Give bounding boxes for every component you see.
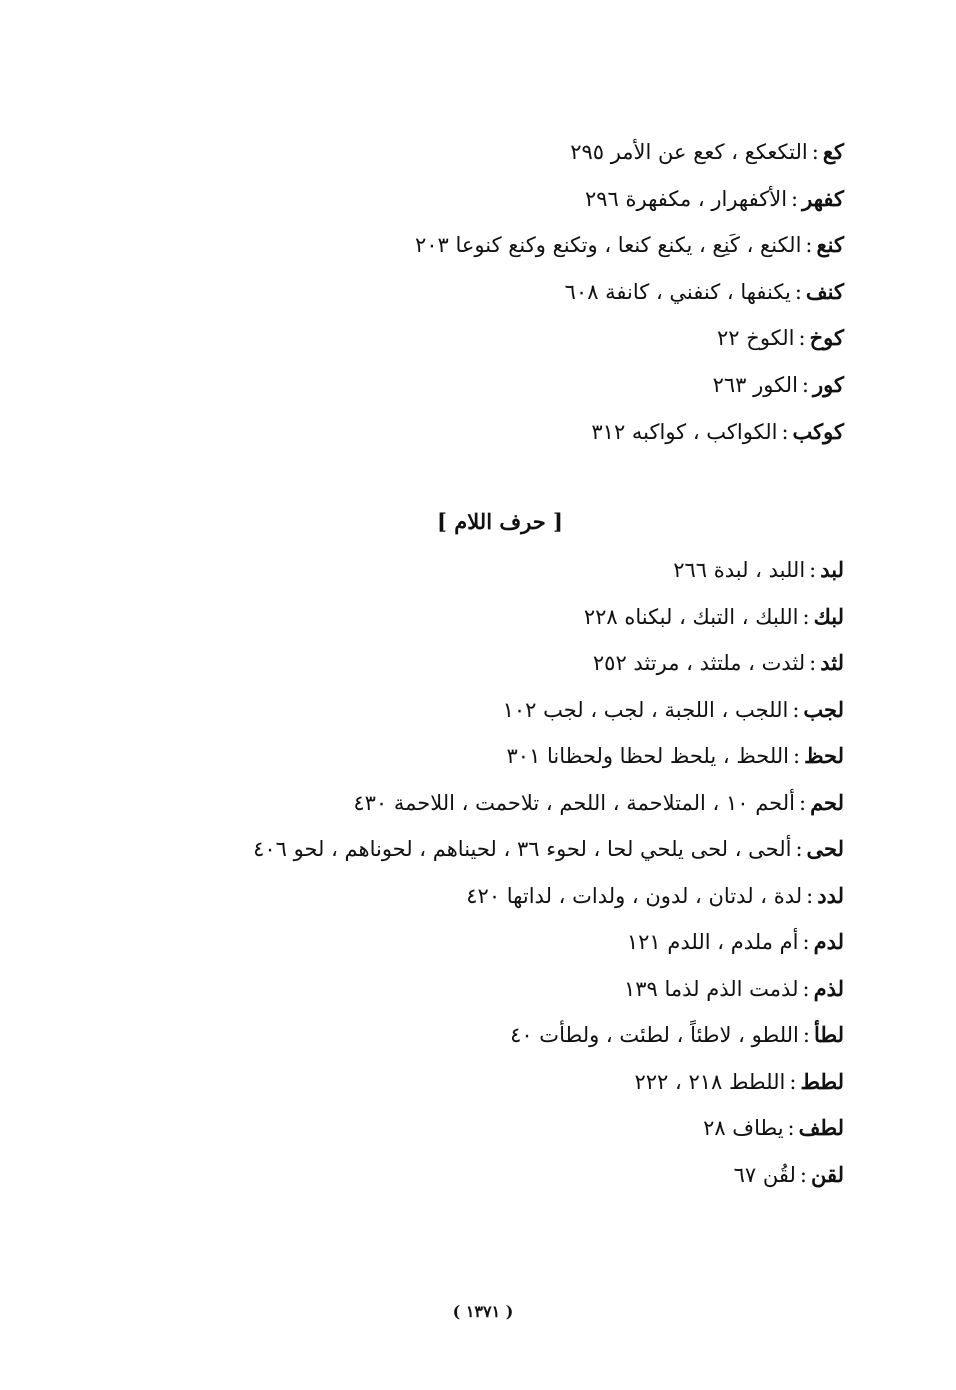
entry-root: لطأ [813, 1022, 844, 1047]
entry-root: لحظ [804, 743, 844, 768]
index-entry: كع:التكعكع ، كعع عن الأمر ٢٩٥ [570, 139, 844, 164]
index-entry: كوخ:الكوخ ٢٢ [717, 325, 844, 351]
entry-text: اللحظ ، يلحظ لحظا ولحظانا ٣٠١ [506, 744, 790, 768]
entry-text: الأكفهرار ، مكفهرة ٢٩٦ [584, 186, 788, 211]
entry-text: اللجب ، اللجبة ، لجب ، لجب ١٠٢ [502, 697, 789, 722]
entry-text: أم ملدم ، اللدم ١٢١ [626, 930, 799, 954]
entry-text: لذمت الذم لذما ١٣٩ [623, 976, 799, 1001]
entry-root: لدم [813, 929, 844, 954]
page-number [0, 1298, 956, 1326]
entry-text: لثدت ، ملتثد ، مرتثد ٢٥٢ [592, 651, 806, 675]
entry-text: اللبد ، لبدة ٢٦٦ [673, 558, 806, 582]
entry-root: لبد [820, 557, 844, 582]
index-entry: لطأ:اللطو ، لاطئاً ، لطئت ، ولطأت ٤٠ [510, 1022, 844, 1047]
index-entry: لطف:يطاف ٢٨ [703, 1115, 844, 1140]
entry-text: الكوخ ٢٢ [717, 326, 795, 351]
entry-root: لحى [806, 836, 844, 861]
entry-root: كوكب [792, 418, 844, 444]
index-entry: لقن:لقُن ٦٧ [733, 1161, 844, 1187]
entry-text: ألحم ١٠ ، المتلاحمة ، اللحم ، تلاحمت ، اللاحمة ٤٣٠ [353, 790, 795, 815]
index-entry: كنف:يكنفها ، كنفني ، كانفة ٦٠٨ [564, 278, 844, 304]
index-entry: كنع:الكنع ، كَنِع ، يكنع كنعا ، وتكنع وكنع كنوعا ٢٠٣ [414, 232, 844, 258]
entry-text: يطاف ٢٨ [703, 1116, 784, 1140]
index-entry: لبك:اللبك ، التبك ، لبكناه ٢٢٨ [583, 603, 844, 629]
entry-text: الكور ٢٦٣ [712, 372, 798, 397]
page-number-text: ( ١٣٧١ ) [452, 1302, 514, 1321]
entry-root: كع [822, 139, 844, 164]
entry-root: كور [813, 371, 844, 397]
entry-text: الكنع ، كَنِع ، يكنع كنعا ، وتكنع وكنع كنوعا ٢٠٣ [414, 233, 802, 258]
index-entry: لحم:ألحم ١٠ ، المتلاحمة ، اللحم ، تلاحمت ، اللاحمة ٤٣٠ [353, 789, 844, 815]
index-entry: كوكب:الكواكب ، كواكبه ٣١٢ [591, 418, 844, 444]
entry-root: لبك [813, 603, 844, 629]
index-entry: لبد:اللبد ، لبدة ٢٦٦ [673, 557, 844, 582]
entry-text: يكنفها ، كنفني ، كانفة ٦٠٨ [564, 279, 791, 304]
entry-root: لذم [813, 975, 844, 1001]
entry-root: لقن [810, 1161, 844, 1187]
entry-text: لقُن ٦٧ [733, 1162, 796, 1187]
index-entry: لذم:لذمت الذم لذما ١٣٩ [623, 975, 844, 1001]
entry-root: لحم [810, 789, 844, 815]
index-entry: لثد:لثدت ، ملتثد ، مرتثد ٢٥٢ [592, 650, 844, 675]
entries-kaf [204, 132, 844, 458]
index-entry: لحى:ألحى ، لحى يلحي لحا ، لحوء ٣٦ ، لحيناهم ، لحوناهم ، لحو ٤٠٦ [253, 836, 844, 861]
entries-lam [204, 550, 844, 1201]
index-entry: لطط:اللطط ٢١٨ ، ٢٢٢ [634, 1068, 844, 1094]
entry-root: كنع [816, 232, 844, 258]
index-entry: لجب:اللجب ، اللجبة ، لجب ، لجب ١٠٢ [502, 696, 844, 722]
entry-root: كنف [805, 278, 844, 304]
index-entry: كفهر:الأكفهرار ، مكفهرة ٢٩٦ [584, 185, 844, 211]
entry-text: ألحى ، لحى يلحي لحا ، لحوء ٣٦ ، لحيناهم ، لحوناهم ، لحو ٤٠٦ [253, 837, 792, 861]
entry-text: اللطط ٢١٨ ، ٢٢٢ [634, 1069, 786, 1094]
entry-text: الكواكب ، كواكبه ٣١٢ [591, 419, 778, 444]
index-entry: لحظ:اللحظ ، يلحظ لحظا ولحظانا ٣٠١ [506, 743, 844, 768]
index-entry: لدم:أم ملدم ، اللدم ١٢١ [626, 929, 844, 954]
entry-root: لطف [798, 1115, 844, 1140]
entry-text: اللبك ، التبك ، لبكناه ٢٢٨ [583, 604, 799, 629]
entry-text: التكعكع ، كعع عن الأمر ٢٩٥ [570, 140, 808, 164]
entry-root: كوخ [809, 325, 844, 351]
entry-root: لطط [800, 1068, 844, 1094]
entry-text: اللطو ، لاطئاً ، لطئت ، ولطأت ٤٠ [510, 1023, 799, 1047]
index-entry: لدد:لدة ، لدتان ، لدون ، ولدات ، لداتها ٤٢٠ [466, 882, 844, 908]
entry-root: لدد [817, 882, 844, 908]
entry-root: لجب [803, 696, 844, 722]
section-heading-text: [ حرف اللام ] [437, 509, 563, 534]
index-entry: كور:الكور ٢٦٣ [712, 371, 844, 397]
entry-text: لدة ، لدتان ، لدون ، ولدات ، لداتها ٤٢٠ [466, 883, 803, 908]
section-heading [0, 502, 956, 542]
entry-root: كفهر [802, 185, 844, 211]
entry-root: لثد [820, 650, 844, 675]
